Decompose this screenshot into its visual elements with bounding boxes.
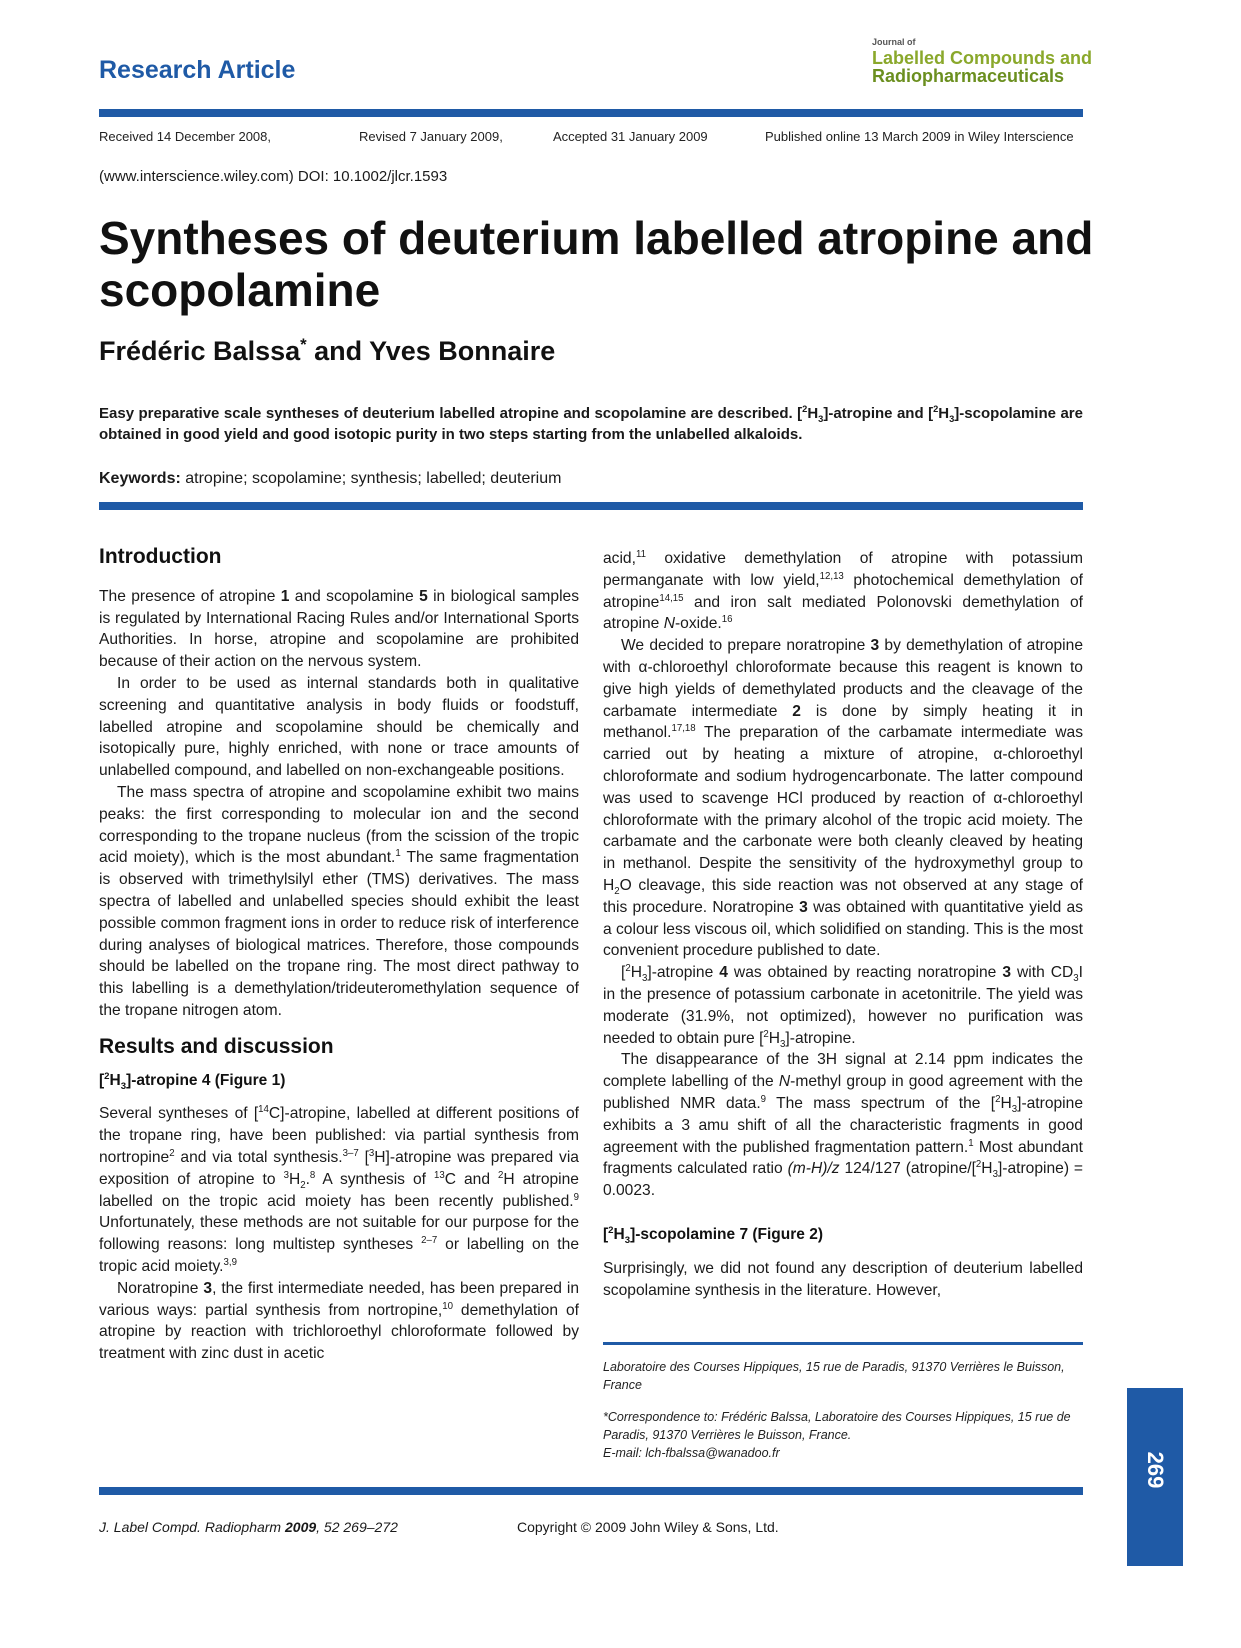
right-paragraph-2: We decided to prepare noratropine 3 by demethylation of atropine with α-chloroethyl chloroformate because this reagent is known to give high yields of demethylated products and the cleavage of the carbamate intermediate 2 is done by simply heating it in methanol.$^{17,18}$ The preparation of the carbamate intermediate was carried out by heating a mixture of atropine, α-chloroethyl chloroformate and sodium hydrogencarbonate. The latter compound was used to scavenge HCl produced by reaction of α-chloroethyl chloroformate with the primary alcohol of the tropic acid moiety. The carbamate and the carbonate were both cleanly cleaved by heating in methanol. Despite the sensitivity of the hydroxymethyl group to $H_2O$ cleavage, this side reaction was not observed at any stage of this procedure. Noratropine 3 was obtained with quantitative yield as a colour less viscous oil, which solidified on standing. This is the most convenient procedure published to date. [603,637,1083,960]
authors [99,336,555,367]
page-title: Syntheses of deuterium labelled atropine and scopolamine [99,212,1094,316]
footer-rule [99,1487,1083,1495]
affiliation-block [603,1358,1083,1476]
published-date: Published online 13 March 2009 in Wiley Interscience [765,129,1074,144]
author-rest: and Yves Bonnaire [306,336,556,366]
affiliation-rule [603,1342,1083,1345]
accepted-date: Accepted 31 January 2009 [553,129,708,144]
keywords-label: Keywords: [99,470,181,487]
author-1: Frédéric Balssa [99,336,301,366]
journal-logo [872,38,1092,85]
email[interactable]: E-mail: lch-fbalssa@wanadoo.fr [603,1446,780,1460]
header-rule [99,109,1083,117]
results-heading: Results and discussion [99,1034,334,1058]
intro-paragraph-1: The presence of atropine 1 and scopolamine 5 in biological samples is regulated by International Racing Rules and/or International Sports Authorities. In horse, atropine and scopolamine are prohibited because of their action on the nervous system. [99,587,580,671]
journal-logo-line2: Radiopharmaceuticals [872,66,1065,86]
footer-citation: J. Label Compd. Radiopharm 2009, 52 269–272 [99,1519,398,1535]
received-date: Received 14 December 2008, [99,129,271,144]
revised-date: Revised 7 January 2009, [359,129,503,144]
keywords-text: atropine; scopolamine; synthesis; labelled; deuterium [180,470,562,487]
journal-logo-line1: Labelled Compounds and [872,48,1093,68]
right-column [603,548,1083,1301]
abstract: Easy preparative scale syntheses of deuterium labelled atropine and scopolamine are described. $[^2H_3]$-atropine and $[^2H_3]$-scopolamine are obtained in good yield and good isotopic purity in two steps starting from the unlabelled alkaloids. [99,404,1083,443]
scopolamine-subheading: $[^2H_3]$-scopolamine 7 (Figure 2) [603,1224,823,1246]
intro-paragraph-2: In order to be used as internal standards both in qualitative screening and quantitative analysis in body fluids or foodstuff, labelled atropine and scopolamine should be chemically and isotopically pure, highly enriched, with none or trace amounts of unlabelled compound, and labelled on non-exchangeable positions. [99,674,579,780]
journal-logo-small: Journal of [872,37,916,47]
intro-heading: Introduction [99,545,222,568]
page-number: 269 [1143,1451,1168,1489]
left-column [99,546,579,1365]
footer-copyright: Copyright © 2009 John Wiley & Sons, Ltd. [517,1519,779,1535]
doi-line[interactable]: (www.interscience.wiley.com) DOI: 10.1002/jlcr.1593 [99,168,448,185]
results-paragraph-1: Several syntheses of [$^{14}$C]-atropine, labelled at different positions of the tropane ring, have been published: via partial synthesis from nortropine$^2$ and via total synthesis.$^{3-7}$ [$^3$H]-atropine was prepared via exposition of atropine to $^3H_2.^8$ A synthesis of $^{13}$C and $^2$H atropine labelled on the tropic acid moiety has been recently published.$^9$ Unfortunately, these methods are not suitable for our purpose for the following reasons: long multistep syntheses $^{2-7}$ or labelling on the tropic acid moiety.$^{3,9}$ [99,1104,579,1275]
affiliation-address: Laboratoire des Courses Hippiques, 15 rue de Paradis, 91370 Verrières le Buisson, France [603,1360,1065,1392]
correspondence: *Correspondence to: Frédéric Balssa, Laboratoire des Courses Hippiques, 15 rue de Paradis, 91370 Verrières le Buisson, France. [603,1410,1071,1442]
right-paragraph-4: The disappearance of the 3H signal at 2.14 ppm indicates the complete labelling of the N-methyl group in good agreement with the published NMR data.$^9$ The mass spectrum of the $[^2H_3]$-atropine exhibits a 3 amu shift of all the characteristic fragments in good agreement with the published fragmentation pattern.$^1$ Most abundant fragments calculated ratio (m-H)/z 124/127 $(atropine/[^2H_3]-atropine) = 0.0023$. [603,1051,1084,1200]
right-paragraph-5: Surprisingly, we did not found any description of deuterium labelled scopolamine synthesis in the literature. However, [603,1259,1083,1299]
right-paragraph-1: acid,$^{11}$ oxidative demethylation of atropine with potassium permanganate with low yield,$^{12,13}$ photochemical demethylation of atropine$^{14,15}$ and iron salt mediated Polonovski demethylation of atropine N-oxide.$^{16}$ [603,548,1083,633]
atropine-subheading: $[^2H_3]$-atropine 4 (Figure 1) [99,1070,286,1092]
section-label: Research Article [99,56,296,84]
right-paragraph-3: $[^2H_3]$-atropine 4 was obtained by reacting noratropine 3 with $CD_3I$ in the presence of potassium carbonate in acetonitrile. The yield was moderate (31.9%, not optimized), however no purification was needed to obtain pure $[^2H_3]$-atropine. [603,962,1084,1050]
intro-paragraph-3: The mass spectra of atropine and scopolamine exhibit two mains peaks: the first corresponding to molecular ion and the second corresponding to the tropane nucleus (from the scission of the tropic acid moiety), which is the most abundant.$^1$ The same fragmentation is observed with trimethylsilyl ether (TMS) derivatives. The mass spectra of labelled and unlabelled species should exhibit the least possible common fragment ions in order to reduce risk of interference during analyses of biological matrices. Therefore, those compounds should be labelled on the tropane ring. The most direct pathway to this labelling is a demethylation/trideuteromethylation sequence of the tropane nitrogen atom. [99,783,579,1019]
results-paragraph-2: Noratropine 3, the first intermediate needed, has been prepared in various ways: partial synthesis from nortropine,$^{10}$ demethylation of atropine by reaction with trichloroethyl chloroformate followed by treatment with zinc dust in acetic [99,1279,580,1363]
abstract-rule [99,502,1083,510]
keywords [99,470,561,488]
author-marker: * [300,335,307,354]
